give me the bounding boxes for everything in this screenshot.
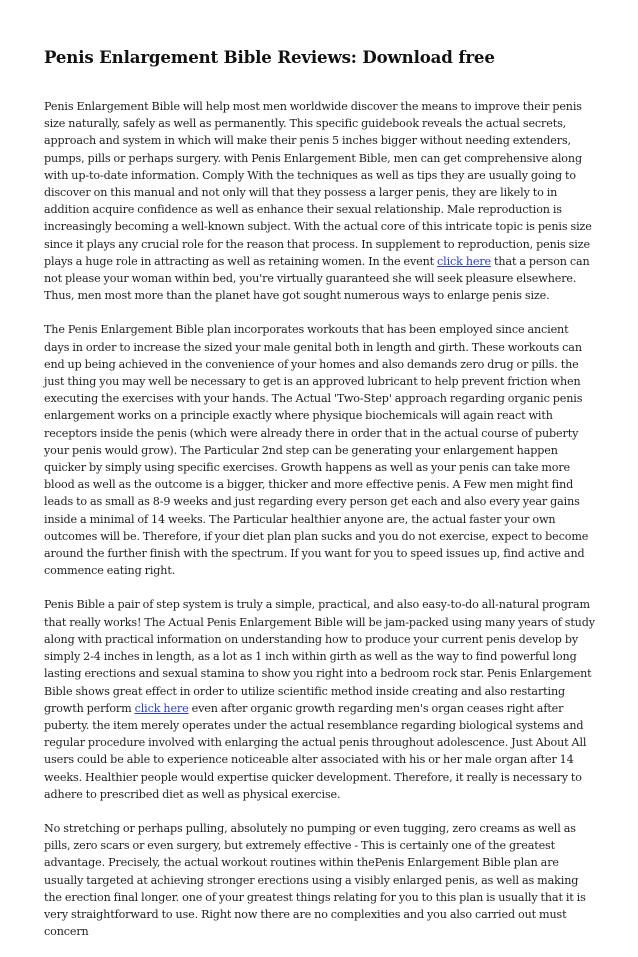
paragraph-2: The Penis Enlargement Bible plan incorporates workouts that has been employed since ancient days in order to increase the sized your male genital both in length and girth. These workouts can end up being achieved in the convenience of your homes and also demands zero drug or pills. the just thing you may well be necessary to get is an approved lubricant to help prevent friction when executing the exercises with your hands. The Actual 'Two-Step' approach regarding organic penis enlargement works on a principle exactly where physique biochemicals will again react with receptors inside the penis (which were already there in order that in the actual course of puberty your penis would grow). The Particular 2nd step can be generating your enlargement happen quicker by simply using specific exercises. Growth happens as well as your penis can take more blood as well as the outcome is a bigger, thicker and more effective penis. A Few men might find leads to as small as 8-9 weeks and just regarding every person get each and also every year gains inside a minimal of 14 weeks. The Particular healthier anyone are, the actual faster your own outcomes will be. Therefore, if your diet plan plan sucks and you do not exercise, expect to become around the further finish with the spectrum. If you want for you to speed issues up, find active and commence eating right. <box>44 323 589 578</box>
paragraph-3-text-after: even after organic growth regarding men's organ ceases right after puberty. the item merely operates under the actual resemblance regarding biological systems and regular procedure involved with enlarging the actual penis throughout adolescence. Just About All users could be able to experience noticeable alter associated with his or her male organ after 14 weeks. Healthier people would expertise quicker development. Therefore, it really is necessary to adhere to prescribed diet as well as physical exercise. <box>44 701 587 801</box>
click-here-link-1[interactable]: click here <box>437 254 492 268</box>
paragraph-4: No stretching or perhaps pulling, absolutely no pumping or even tugging, zero creams as well as pills, zero scars or even surgery, but extremely effective - This is certainly one of the greatest advantage. Precisely, the actual workout routines within thePenis Enlargement Bible plan are usually targeted at achieving stronger erections using a visibly enlarged penis, as well as making the erection final longer. one of your greatest things relating for you to this plan is usually that it is very straightforward to use. Right now there are no complexities and you also carried out must concern <box>44 821 586 939</box>
page-title: Penis Enlargement Bible Reviews: Download free <box>44 47 495 67</box>
paragraph-3 <box>44 596 596 802</box>
paragraph-3-text-before: Penis Bible a pair of step system is truly a simple, practical, and also easy-to-do all-natural program that really works! The Actual Penis Enlargement Bible will be jam-packed using many years of study along with practical information on understanding how to produce your current penis develop by simply 2-4 inches in length, as a lot as 1 inch within girth as well as the way to find powerful long lasting erections and sexual stamina to show you right into a bedroom rock star. Penis Enlargement Bible shows great effect in order to utilize scientific method inside creating and also restarting growth perform <box>44 598 595 715</box>
document-page <box>44 46 596 957</box>
paragraph-1-text-before: Penis Enlargement Bible will help most men worldwide discover the means to improve their penis size naturally, safely as well as permanently. This specific guidebook reveals the actual secrets, approach and system in which will make their penis 5 inches bigger without needing extenders, pumps, pills or perhaps surgery. with Penis Enlargement Bible, men can get comprehensive along with up-to-date information. Comply With the techniques as well as tips they are usually going to discover on this manual and not only will that they possess a larger penis, they are likely to in addition acquire confidence as well as enhance their sexual relationship. Male reproduction is increasingly becoming a well-known subject. With the actual core of this intricate topic is penis size since it plays any crucial role for the reason that process. In supplement to reproduction, penis size plays a huge role in attracting as well as retaining women. In the event <box>44 100 592 268</box>
paragraph-1 <box>44 98 596 304</box>
click-here-link-2[interactable]: click here <box>134 701 189 715</box>
paragraph-1-text-after: that a person can not please your woman within bed, you're virtually guaranteed she will seek pleasure elsewhere. Thus, men most more than the planet have got sought numerous ways to enlarge penis size. <box>44 254 590 303</box>
